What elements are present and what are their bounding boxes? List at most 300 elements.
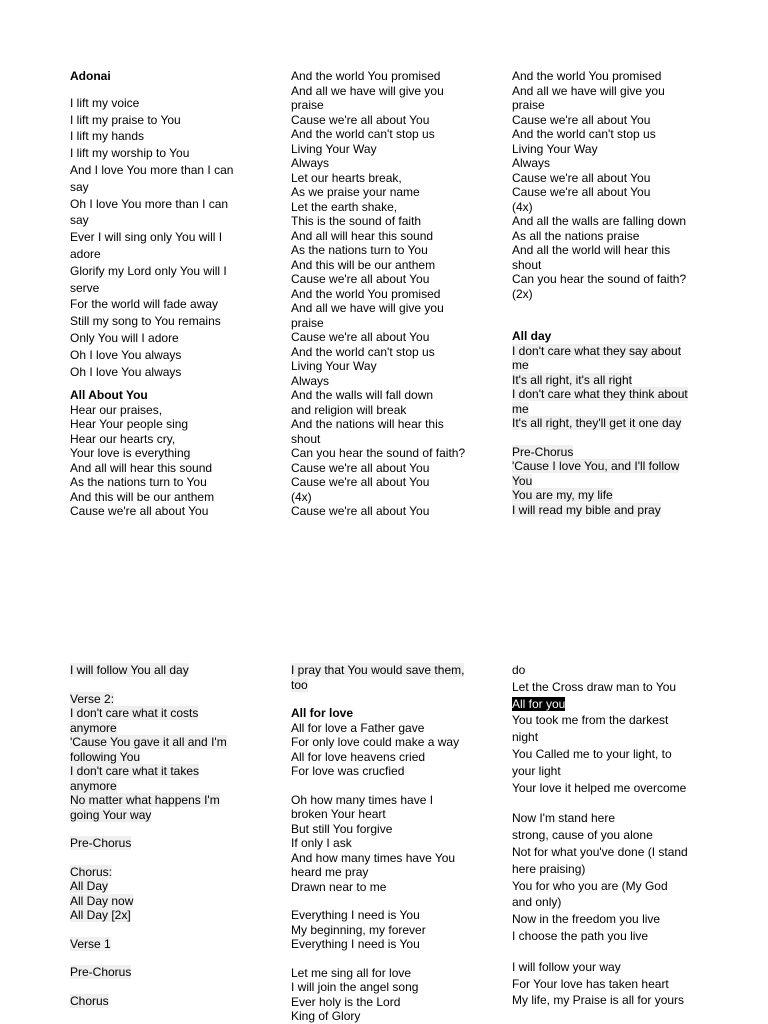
lyric-text: All for love a Father gave	[291, 720, 425, 735]
lyric-line	[291, 171, 481, 186]
lyric-text: Not for what you've done (I stand	[512, 844, 688, 859]
all-about-you-lyrics	[70, 403, 260, 519]
lyric-text: And the world can't stop us	[291, 127, 435, 141]
lyric-text: And all will hear this sound	[70, 460, 213, 475]
lyric-line	[70, 836, 260, 851]
lyric-text: I don't care what they think about	[512, 387, 688, 401]
lyric-line	[512, 214, 702, 229]
lyric-line	[291, 113, 481, 128]
lyric-line	[512, 142, 702, 157]
lyric-text: And the walls will fall down	[291, 388, 434, 402]
lyric-line	[70, 417, 260, 432]
all-for-you-group-2	[512, 810, 702, 944]
lyric-text: For love was crucfied	[291, 764, 405, 778]
lyric-text: I will follow You all day	[70, 663, 189, 677]
lyric-line	[512, 844, 702, 861]
lyric-text: You took me from the darkest	[512, 713, 669, 728]
lyric-text: Hear our praises,	[70, 402, 163, 417]
lyric-line	[512, 928, 702, 945]
adonai-lyrics	[70, 95, 260, 381]
song-title-all-day: All day	[512, 329, 552, 343]
lyric-text: Chorus:	[70, 864, 113, 879]
all-day-verse-group-7	[70, 994, 260, 1009]
lyric-text: I lift my hands	[70, 129, 145, 144]
song-title-all-for-love: All for love	[291, 706, 354, 720]
lyric-line	[70, 735, 260, 750]
lyric-text: Everything I need is You	[291, 908, 420, 922]
lyric-line	[291, 301, 481, 316]
lyric-line	[512, 229, 702, 244]
lyric-line	[70, 446, 260, 461]
lyric-text: anymore	[70, 720, 117, 735]
lyric-line	[70, 212, 260, 229]
lyric-line	[291, 822, 481, 837]
lyric-line	[512, 729, 702, 746]
lyric-text: For only love could make a way	[291, 735, 460, 749]
all-for-love-end	[512, 662, 702, 696]
lyric-text: As the nations turn to You	[70, 475, 207, 489]
lyric-text: Living Your Way	[512, 141, 598, 156]
lyric-text: For the world will fade away	[70, 297, 219, 312]
lyric-line	[291, 851, 481, 866]
all-for-love-group-1	[291, 721, 481, 779]
lyric-text: Oh I love You always	[70, 347, 182, 362]
lyric-text: I lift my voice	[70, 95, 140, 110]
lyric-text: Your love is everything	[70, 446, 191, 460]
lyric-text: As the nations turn to You	[291, 243, 428, 257]
lyric-line	[512, 662, 702, 679]
page2-middle-column	[291, 663, 481, 1024]
lyric-text: As all the nations praise	[512, 228, 640, 243]
lyric-line	[70, 965, 260, 980]
lyric-line	[70, 246, 260, 263]
lyric-line	[512, 679, 702, 696]
lyric-line	[512, 861, 702, 878]
lyric-line	[70, 296, 260, 313]
lyric-line	[512, 243, 702, 258]
lyric-text: Can you hear the sound of faith?	[512, 272, 687, 286]
lyric-text: And the world can't stop us	[291, 344, 435, 359]
lyric-text: All Day now	[70, 893, 134, 908]
lyric-text: Verse 2:	[70, 691, 115, 706]
lyric-text: All for love heavens cried	[291, 749, 426, 764]
lyric-line	[291, 504, 481, 519]
lyric-text: I will follow your way	[512, 959, 621, 974]
all-for-love-group-3	[291, 908, 481, 952]
lyric-line	[70, 808, 260, 823]
lyric-line	[70, 908, 260, 923]
lyric-text: 'Cause I love You, and I'll follow	[512, 459, 680, 473]
lyric-line	[291, 923, 481, 938]
lyric-text: Pre-Chorus	[512, 444, 574, 459]
lyric-line	[512, 416, 702, 431]
lyric-line	[70, 313, 260, 330]
all-about-you-lyrics-end	[512, 69, 702, 301]
lyric-line	[70, 112, 260, 129]
lyric-text: too	[291, 677, 308, 692]
lyric-line	[291, 156, 481, 171]
lyric-line	[291, 374, 481, 389]
lyric-text: Always	[291, 156, 330, 170]
lyric-line	[291, 764, 481, 779]
lyric-text: And the world You promised	[291, 286, 441, 301]
lyric-text: Hear our hearts cry,	[70, 431, 176, 446]
lyric-line	[512, 113, 702, 128]
lyric-text: me	[512, 358, 529, 372]
lyric-text: I will join the angel song	[291, 980, 419, 994]
lyric-line	[512, 185, 702, 200]
all-day-verse-group-1	[70, 663, 260, 678]
lyric-text: Cause we're all about You	[291, 504, 430, 518]
lyric-text: And all we have will give you	[512, 83, 665, 98]
adonai-column	[70, 68, 260, 380]
lyric-text: shout	[512, 257, 542, 272]
lyric-line	[70, 432, 260, 447]
lyric-line	[70, 490, 260, 505]
lyric-line	[291, 403, 481, 418]
lyric-text: And all we have will give you	[291, 301, 444, 315]
lyric-text: Living Your Way	[291, 359, 377, 373]
lyric-line	[291, 142, 481, 157]
lyric-text: Cause we're all about You	[291, 112, 430, 127]
lyric-line	[70, 475, 260, 490]
lyric-line	[70, 879, 260, 894]
lyric-line	[512, 780, 702, 797]
lyric-line	[291, 388, 481, 403]
lyric-line	[70, 364, 260, 381]
lyric-text: Verse 1	[70, 936, 111, 951]
lyric-line	[512, 156, 702, 171]
lyric-text: anymore	[70, 778, 117, 793]
lyric-text: King of Glory	[291, 1009, 361, 1023]
lyric-line	[291, 229, 481, 244]
lyric-text: Can you hear the sound of faith?	[291, 446, 466, 460]
lyric-text: I lift my worship to You	[70, 146, 190, 161]
lyric-line	[512, 358, 702, 373]
lyric-line	[512, 200, 702, 215]
all-about-you-lyrics-continued	[291, 69, 481, 519]
all-for-love-group-2	[291, 793, 481, 895]
lyric-line	[291, 995, 481, 1010]
lyric-text: And the nations will hear this	[291, 417, 444, 431]
all-day-lyrics-b	[512, 445, 702, 518]
lyric-line	[512, 911, 702, 928]
lyric-line	[291, 735, 481, 750]
lyric-text: praise	[291, 315, 324, 330]
lyric-text: And this will be our anthem	[291, 257, 436, 272]
all-day-lyrics-a	[512, 344, 702, 431]
lyric-line	[291, 721, 481, 736]
lyric-text: night	[512, 730, 539, 745]
all-day-verse-group-5	[70, 937, 260, 952]
lyric-line	[512, 992, 702, 1009]
lyric-text: And all the world will hear this	[512, 243, 671, 257]
lyric-line	[70, 179, 260, 196]
lyric-line	[291, 98, 481, 113]
lyric-text: And all the walls are falling down	[512, 214, 687, 228]
lyric-line	[70, 692, 260, 707]
lyric-text: But still You forgive	[291, 821, 393, 836]
page1-right-column	[512, 69, 702, 517]
lyric-line	[291, 345, 481, 360]
lyric-line	[70, 721, 260, 736]
lyric-text: Glorify my Lord only You will I	[70, 263, 227, 278]
lyric-line	[512, 272, 702, 287]
lyric-text: Now in the freedom you live	[512, 912, 661, 927]
lyric-line	[512, 373, 702, 388]
lyric-line	[291, 836, 481, 851]
lyric-text: Cause we're all about You	[291, 460, 430, 475]
lyric-text: For Your love has taken heart	[512, 976, 669, 991]
lyric-line	[291, 287, 481, 302]
lyric-line	[512, 827, 702, 844]
lyric-text: It's all right, it's all right	[512, 372, 632, 387]
lyric-line	[291, 316, 481, 331]
all-for-love-group-4	[291, 966, 481, 1024]
lyric-line	[512, 387, 702, 402]
selected-text-all-for-you[interactable]: All for you	[512, 696, 566, 711]
lyric-line	[291, 1009, 481, 1024]
lyric-text: strong, cause of you alone	[512, 828, 653, 843]
lyric-line	[70, 330, 260, 347]
lyric-line	[512, 459, 702, 474]
lyric-line	[291, 980, 481, 995]
lyric-line	[512, 127, 702, 142]
lyric-line	[70, 779, 260, 794]
lyric-text: Ever I will sing only You will I	[70, 230, 223, 245]
lyric-text: praise	[291, 98, 324, 112]
lyric-text: I will read my bible and pray	[512, 502, 661, 517]
lyric-line	[512, 98, 702, 113]
lyric-text: I pray that You would save them,	[291, 663, 465, 677]
lyric-line	[291, 446, 481, 461]
lyric-text: Pre-Chorus	[70, 836, 132, 850]
lyric-line	[512, 746, 702, 763]
lyric-text: Still my song to You remains	[70, 314, 221, 329]
lyric-text: serve	[70, 280, 100, 295]
lyric-text: heard me pray	[291, 865, 369, 879]
lyric-line	[70, 706, 260, 721]
lyric-line	[291, 258, 481, 273]
lyric-line	[70, 865, 260, 880]
lyric-line	[291, 214, 481, 229]
lyric-line	[70, 196, 260, 213]
lyric-line	[291, 432, 481, 447]
lyric-line	[291, 966, 481, 981]
lyric-text: adore	[70, 246, 101, 261]
lyric-line	[291, 663, 481, 678]
lyric-line	[70, 403, 260, 418]
lyric-line	[70, 280, 260, 297]
lyric-line	[512, 894, 702, 911]
lyric-line	[70, 894, 260, 909]
lyric-line	[70, 994, 260, 1009]
lyric-line	[291, 793, 481, 808]
lyric-text: My beginning, my forever	[291, 922, 426, 937]
lyric-text: My life, my Praise is all for yours	[512, 993, 685, 1008]
lyric-text: I don't care what they say about	[512, 343, 682, 358]
lyric-text: Pre-Chorus	[70, 965, 132, 979]
lyric-line	[70, 937, 260, 952]
lyric-text: And all we have will give you	[291, 83, 444, 98]
lyric-text: Always	[291, 373, 330, 388]
lyric-line	[291, 272, 481, 287]
lyric-text: Cause we're all about You	[291, 475, 430, 489]
lyric-text: And the world can't stop us	[512, 127, 656, 141]
lyric-line	[291, 865, 481, 880]
lyric-text: Oh how many times have I	[291, 792, 434, 807]
lyric-text: Everything I need is You	[291, 937, 420, 951]
lyric-text: (2x)	[512, 286, 533, 301]
lyric-text: following You	[70, 749, 141, 764]
lyric-text: broken Your heart	[291, 807, 386, 821]
lyric-line	[291, 330, 481, 345]
lyric-text: You are my, my life	[512, 488, 613, 502]
lyric-text: Living Your Way	[291, 141, 377, 156]
lyric-text: me	[512, 401, 529, 416]
lyric-line	[70, 347, 260, 364]
all-for-you-group-3	[512, 959, 702, 1009]
lyric-line	[512, 878, 702, 895]
lyric-text: Let me sing all for love	[291, 965, 412, 980]
lyric-line	[512, 402, 702, 417]
lyric-line	[70, 229, 260, 246]
lyric-text: Let the Cross draw man to You	[512, 679, 677, 694]
lyric-line	[512, 488, 702, 503]
lyric-text: Ever holy is the Lord	[291, 994, 401, 1009]
lyric-text: Cause we're all about You	[512, 112, 651, 127]
lyric-line	[512, 258, 702, 273]
lyric-line	[70, 750, 260, 765]
all-for-you-group-1	[512, 712, 702, 796]
lyric-text: Only You will I adore	[70, 330, 179, 345]
lyric-text: And the world You promised	[291, 69, 441, 83]
lyric-text: say	[70, 179, 89, 194]
lyric-text: Drawn near to me	[291, 879, 387, 894]
lyric-line	[70, 145, 260, 162]
lyric-text: your light	[512, 763, 561, 778]
lyric-line	[291, 200, 481, 215]
lyric-text: Cause we're all about You	[512, 185, 651, 199]
lyric-text: praise	[512, 98, 545, 112]
lyric-line	[291, 417, 481, 432]
all-day-verse-group-2	[70, 692, 260, 823]
lyric-text: Always	[512, 156, 551, 170]
lyric-text: I choose the path you live	[512, 928, 649, 943]
lyric-line	[512, 763, 702, 780]
lyric-line	[512, 810, 702, 827]
lyric-text: Let the earth shake,	[291, 199, 398, 214]
lyric-text: All Day	[70, 879, 109, 893]
lyric-line	[512, 503, 702, 518]
lyric-text: Oh I love You always	[70, 364, 182, 379]
lyric-line	[70, 663, 260, 678]
lyric-line	[291, 807, 481, 822]
lyric-text: I lift my praise to You	[70, 112, 181, 127]
lyric-text: Now I'm stand here	[512, 811, 616, 826]
lyric-text: Cause we're all about You	[291, 330, 430, 344]
lyric-text: and religion will break	[291, 402, 407, 417]
lyric-line	[70, 95, 260, 112]
lyric-line	[291, 908, 481, 923]
lyric-line	[512, 69, 702, 84]
song-title-adonai: Adonai	[70, 69, 111, 83]
lyric-text: do	[512, 663, 526, 677]
lyric-line	[291, 475, 481, 490]
lyric-text: If only I ask	[291, 836, 352, 850]
lyric-text: And the world You promised	[512, 69, 662, 83]
lyric-line	[70, 793, 260, 808]
lyric-line	[291, 750, 481, 765]
lyric-line	[291, 937, 481, 952]
lyric-line	[512, 712, 702, 729]
lyric-text: As we praise your name	[291, 185, 420, 199]
lyric-text: I don't care what it takes	[70, 764, 200, 778]
lyric-text: Cause we're all about You	[70, 504, 209, 518]
lyric-text: And all will hear this sound	[291, 228, 434, 243]
lyric-text: Oh I love You more than I can	[70, 196, 229, 211]
lyric-line	[70, 128, 260, 145]
page1-middle-column	[291, 69, 481, 519]
lyric-line	[512, 474, 702, 489]
lyric-text: You	[512, 473, 533, 488]
lyric-line	[291, 359, 481, 374]
lyric-text: You Called me to your light, to	[512, 746, 672, 761]
lyric-line	[291, 84, 481, 99]
lyric-text: 'Cause You gave it all and I'm	[70, 735, 227, 749]
lyric-text: All Day [2x]	[70, 908, 131, 922]
lyric-line	[512, 976, 702, 993]
lyric-text: Let our hearts break,	[291, 170, 402, 185]
song-title-all-about-you: All About You	[70, 388, 148, 402]
all-day-verse-group-4	[70, 865, 260, 923]
lyric-text: Cause we're all about You	[512, 170, 651, 185]
lyric-text: here praising)	[512, 861, 586, 876]
lyric-line	[70, 162, 260, 179]
all-day-verse-group-6	[70, 965, 260, 980]
all-day-verse-end	[291, 663, 481, 692]
lyric-line	[512, 959, 702, 976]
lyric-text: This is the sound of faith	[291, 214, 422, 228]
lyric-text: It's all right, they'll get it one day	[512, 416, 682, 430]
lyric-line	[512, 171, 702, 186]
lyric-text: No matter what happens I'm	[70, 793, 220, 807]
lyric-line	[512, 344, 702, 359]
lyric-line	[291, 490, 481, 505]
lyric-line	[512, 445, 702, 460]
lyric-text: say	[70, 213, 89, 228]
lyric-text: Cause we're all about You	[291, 272, 430, 286]
lyric-line	[291, 243, 481, 258]
lyric-line	[291, 880, 481, 895]
lyric-text: You for who you are (My God	[512, 878, 668, 893]
lyric-line	[291, 185, 481, 200]
lyric-text: And how many times have You	[291, 850, 456, 865]
lyric-text: Hear Your people sing	[70, 417, 189, 431]
lyric-line	[70, 263, 260, 280]
lyric-text: shout	[291, 431, 321, 446]
song-title-all-for-you[interactable]	[512, 696, 702, 713]
page2-left-column	[70, 663, 260, 1008]
lyric-text: going Your way	[70, 807, 152, 822]
lyric-text: and only)	[512, 895, 562, 910]
lyric-text: And this will be our anthem	[70, 489, 215, 504]
all-about-you-column	[70, 388, 260, 519]
lyric-line	[291, 127, 481, 142]
lyric-text: Chorus	[70, 993, 109, 1008]
lyric-text: Your love it helped me overcome	[512, 780, 687, 795]
lyric-text: (4x)	[512, 199, 533, 214]
